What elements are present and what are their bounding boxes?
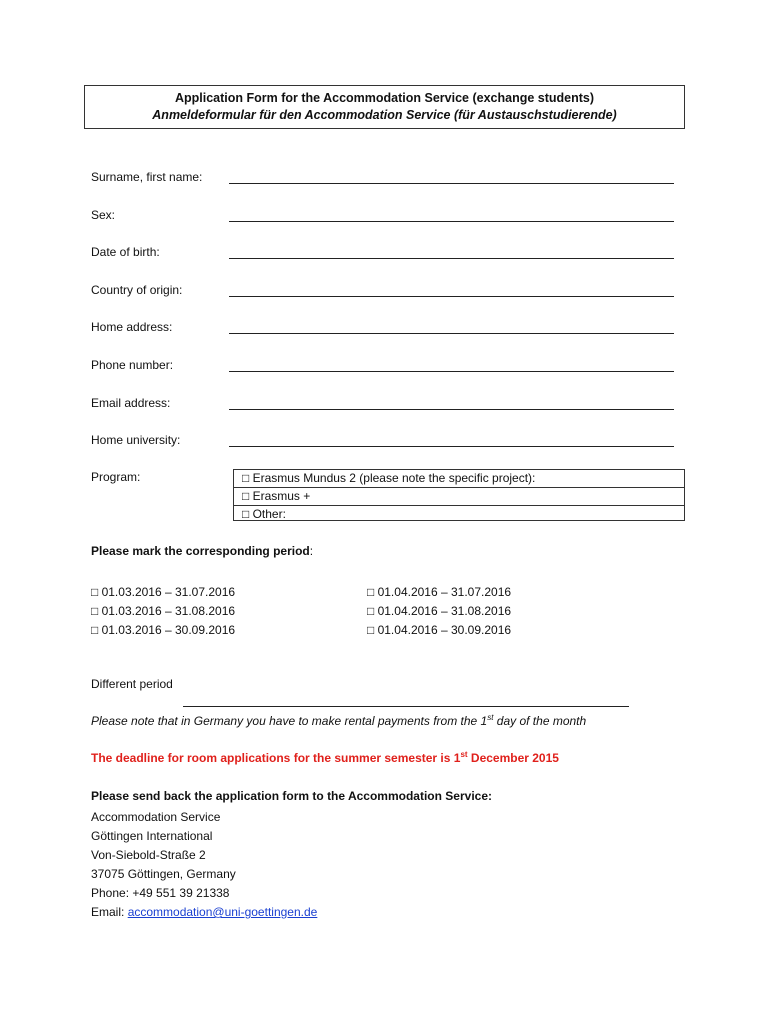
title-english: Application Form for the Accommodation Service (exchange students) [174,91,595,105]
email-label: Email: [91,905,128,919]
title-german: Anmeldeformular für den Accommodation Service (für Austauschstudierende) [152,108,617,122]
program-options-box [233,469,685,521]
field-input-line[interactable] [229,221,674,222]
phone-line: Phone: +49 551 39 21338 [91,886,230,900]
field-input-line[interactable] [229,446,674,447]
address-line: Von-Siebold-Straße 2 [91,848,206,862]
field-label: Phone number: [91,358,174,372]
field-label: Country of origin: [91,283,183,297]
address-line: 37075 Göttingen, Germany [91,867,236,881]
period-option[interactable]: □ 01.03.2016 – 31.08.2016 [91,604,236,618]
period-option[interactable]: □ 01.04.2016 – 31.07.2016 [367,585,512,599]
deadline-notice: The deadline for room applications for the summer semester is 1st December 2015 [91,750,559,765]
period-option[interactable]: □ 01.03.2016 – 31.07.2016 [91,585,236,599]
field-label: Home address: [91,320,173,334]
period-option[interactable]: □ 01.03.2016 – 30.09.2016 [91,623,236,637]
field-label: Surname, first name: [91,170,203,184]
field-label: Email address: [91,396,171,410]
period-column-april [367,583,511,640]
program-label: Program: [91,470,141,484]
field-label: Sex: [91,208,116,222]
form-title-box [84,85,685,129]
field-input-line[interactable] [229,258,674,259]
rental-payment-note: Please note that in Germany you have to make rental payments from the 1st day of the month [91,713,587,728]
program-option-erasmus-mundus[interactable]: □ Erasmus Mundus 2 (please note the specific project): [234,470,684,488]
period-title: Please mark the corresponding period: [91,544,314,558]
contact-address [91,808,317,922]
send-back-title: Please send back the application form to the Accommodation Service: [91,789,492,803]
field-input-line[interactable] [229,371,674,372]
address-line: Accommodation Service [91,810,221,824]
field-input-line[interactable] [229,333,674,334]
email-link[interactable]: accommodation@uni-goettingen.de [127,905,318,919]
email-line [91,903,317,922]
address-line: Göttingen International [91,829,213,843]
program-option-other[interactable]: □ Other: [242,507,286,521]
period-option[interactable]: □ 01.04.2016 – 30.09.2016 [367,623,512,637]
program-option-erasmus-plus[interactable]: □ Erasmus + [234,488,684,506]
field-input-line[interactable] [229,183,674,184]
different-period-line[interactable] [183,706,629,707]
field-label: Date of birth: [91,245,160,259]
field-label: Home university: [91,433,181,447]
field-input-line[interactable] [229,296,674,297]
period-option[interactable]: □ 01.04.2016 – 31.08.2016 [367,604,512,618]
period-column-march [91,583,235,640]
different-period-label: Different period [91,677,173,691]
field-input-line[interactable] [229,409,674,410]
